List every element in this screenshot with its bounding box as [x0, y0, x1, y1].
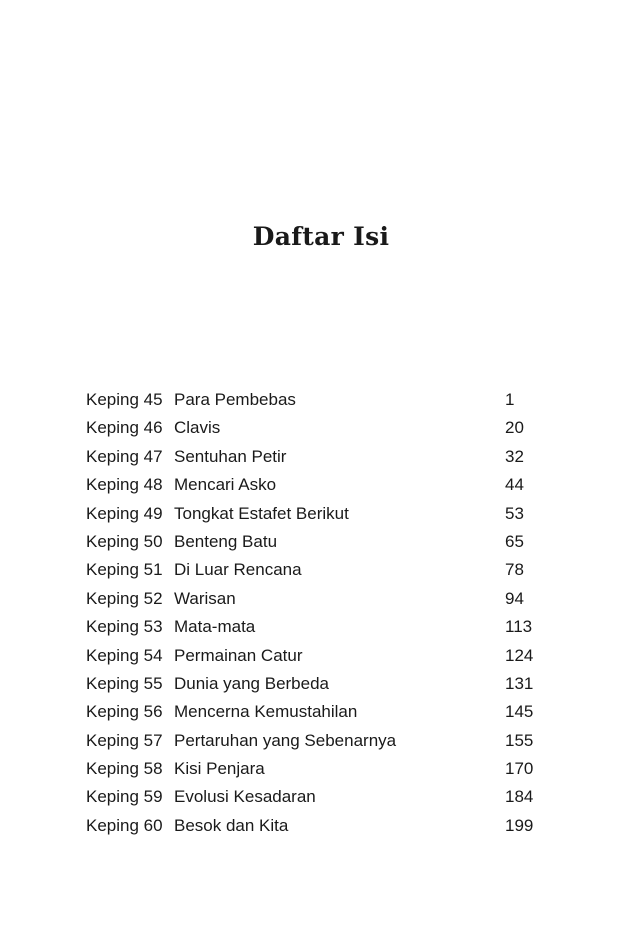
- toc-chapter-number: Keping 45: [86, 390, 163, 409]
- toc-entry: [86, 671, 556, 699]
- toc-chapter-number: Keping 54: [86, 645, 163, 665]
- toc-chapter-number: Keping 57: [86, 730, 163, 750]
- toc-chapter-number: Keping 58: [86, 759, 163, 779]
- toc-chapter-number: Keping 52: [86, 588, 163, 608]
- toc-page-number: 20: [505, 418, 524, 438]
- toc-chapter-title: Tongkat Estafet Berikut: [174, 503, 349, 523]
- toc-chapter-title: Permainan Catur: [174, 645, 303, 665]
- toc-page-number: 113: [505, 617, 533, 637]
- toc-chapter-title: Di Luar Rencana: [174, 560, 302, 580]
- toc-chapter-number: Keping 55: [86, 673, 163, 693]
- toc-chapter-title: Benteng Batu: [174, 531, 278, 551]
- toc-chapter-number: Keping 48: [86, 475, 163, 495]
- toc-page-number: 44: [505, 475, 524, 495]
- toc-chapter-title: Clavis: [174, 418, 221, 438]
- toc-entry: [86, 472, 556, 500]
- toc-page-number: 78: [505, 560, 524, 580]
- toc-entry: [86, 813, 556, 841]
- toc-chapter-number: Keping 47: [86, 446, 163, 466]
- page-title: Daftar Isi: [252, 222, 390, 251]
- toc-entry: [86, 614, 556, 642]
- toc-entry: [86, 529, 556, 557]
- toc-chapter-number: Keping 59: [86, 787, 163, 807]
- toc-chapter-number: Keping 60: [86, 815, 163, 835]
- toc-page-number: 145: [505, 702, 534, 722]
- toc-page-number: 32: [505, 446, 524, 466]
- toc-chapter-title: Kisi Penjara: [174, 759, 265, 779]
- table-of-contents: [86, 387, 556, 841]
- toc-entry: [86, 501, 556, 529]
- toc-chapter-title: Besok dan Kita: [174, 815, 289, 835]
- toc-page-number: 170: [505, 759, 534, 779]
- toc-chapter-title: Evolusi Kesadaran: [174, 787, 316, 807]
- toc-page-number: 65: [505, 531, 524, 551]
- toc-page-number: 1: [505, 390, 515, 409]
- toc-chapter-title: Dunia yang Berbeda: [174, 673, 330, 693]
- toc-page-number: 199: [505, 815, 534, 835]
- toc-chapter-title: Sentuhan Petir: [174, 446, 287, 466]
- toc-entry: [86, 415, 556, 443]
- toc-entry: [86, 756, 556, 784]
- toc-entry: [86, 586, 556, 614]
- toc-chapter-title: Mencari Asko: [174, 475, 277, 495]
- toc-page-number: 155: [505, 730, 534, 750]
- toc-entry: [86, 643, 556, 671]
- toc-chapter-number: Keping 53: [86, 617, 163, 637]
- toc-chapter-title: Para Pembebas: [174, 390, 296, 409]
- toc-entry: [86, 387, 556, 415]
- toc-entry: [86, 728, 556, 756]
- toc-page-number: 131: [505, 673, 534, 693]
- toc-entry: [86, 557, 556, 585]
- toc-page-number: 53: [505, 503, 524, 523]
- toc-chapter-number: Keping 46: [86, 418, 163, 438]
- toc-entry: [86, 784, 556, 812]
- toc-chapter-title: Warisan: [174, 588, 236, 608]
- toc-page-number: 184: [505, 787, 534, 807]
- toc-page-number: 124: [505, 645, 534, 665]
- toc-chapter-number: Keping 50: [86, 531, 163, 551]
- toc-entry: [86, 699, 556, 727]
- toc-chapter-title: Mencerna Kemustahilan: [174, 702, 358, 722]
- toc-page-number: 94: [505, 588, 524, 608]
- toc-chapter-number: Keping 49: [86, 503, 163, 523]
- toc-chapter-number: Keping 51: [86, 560, 163, 580]
- toc-chapter-title: Pertaruhan yang Sebenarnya: [174, 730, 397, 750]
- toc-chapter-title: Mata-mata: [174, 617, 256, 637]
- toc-entry: [86, 444, 556, 472]
- toc-chapter-number: Keping 56: [86, 702, 163, 722]
